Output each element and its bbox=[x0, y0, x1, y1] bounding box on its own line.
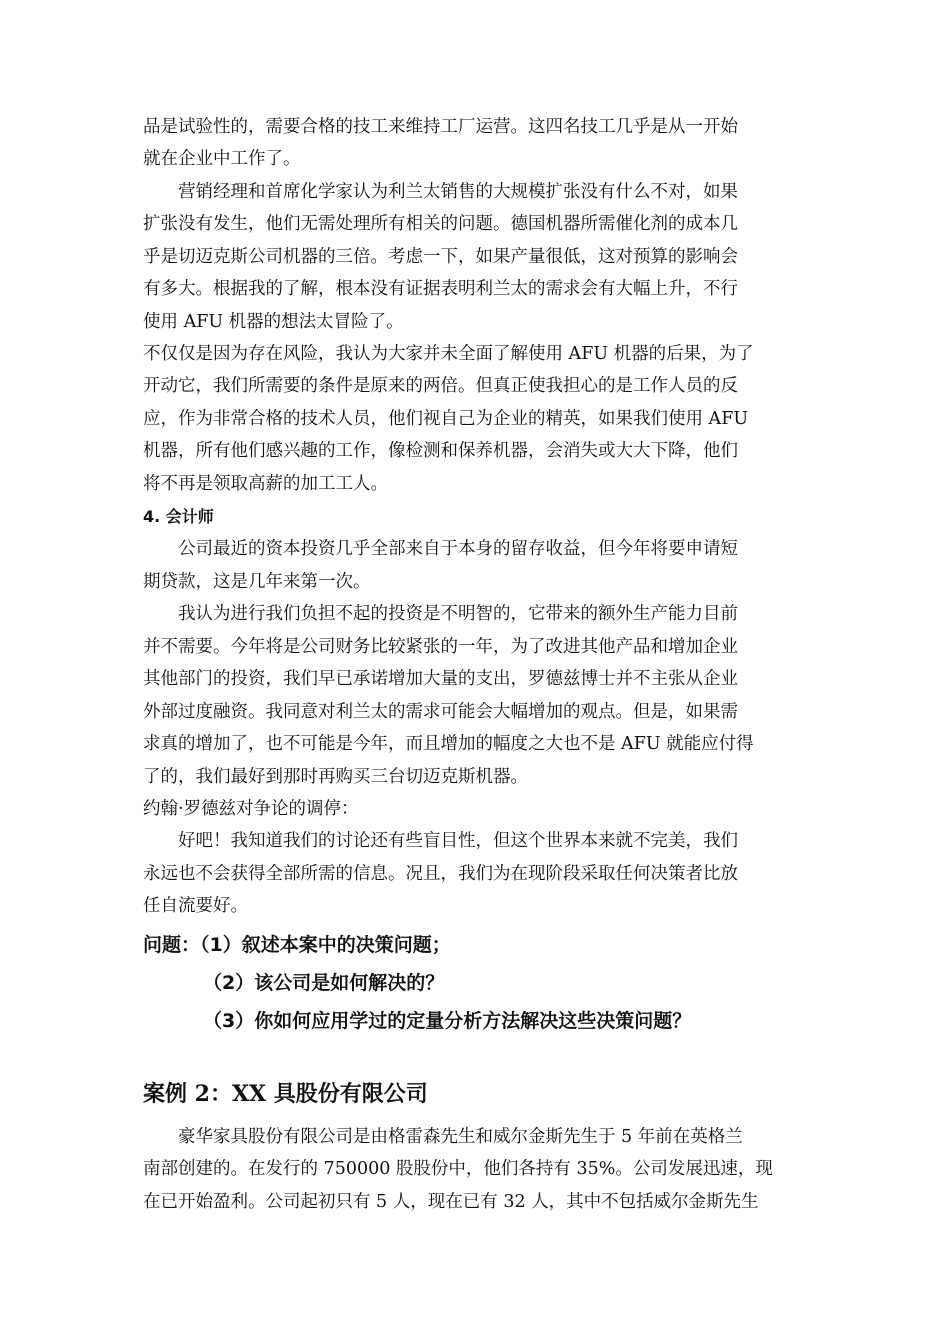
text-line: 外部过度融资。我同意对利兰太的需求可能会大幅增加的观点。但是，如果需 bbox=[143, 702, 738, 722]
text-line: 不仅仅是因为存在风险，我认为大家并未全面了解使用 AFU 机器的后果，为了 bbox=[143, 344, 754, 364]
text-line: 永远也不会获得全部所需的信息。况且，我们为在现阶段采取任何决策者比放 bbox=[143, 864, 738, 884]
text-line: 求真的增加了，也不可能是今年，而且增加的幅度之大也不是 AFU 就能应付得 bbox=[143, 734, 754, 754]
text-line: 好吧！我知道我们的讨论还有些盲目性，但这个世界本来就不完美，我们 bbox=[178, 831, 738, 851]
question-heading: 问题：（1）叙述本案中的决策问题； bbox=[143, 934, 451, 956]
text-line: 品是试验性的，需要合格的技工来维持工厂运营。这四名技工几乎是从一开始 bbox=[143, 117, 738, 137]
text-line: 我认为进行我们负担不起的投资是不明智的，它带来的额外生产能力目前 bbox=[178, 604, 738, 624]
text-line: 将不再是领取高薪的加工工人。 bbox=[143, 474, 388, 494]
text-line: 了的，我们最好到那时再购买三台切迈克斯机器。 bbox=[143, 767, 528, 787]
text-line: 就在企业中工作了。 bbox=[143, 149, 301, 169]
text-line: 并不需要。今年将是公司财务比较紧张的一年，为了改进其他产品和增加企业 bbox=[143, 637, 738, 657]
text-line: 在已开始盈利。公司起初只有 5 人，现在已有 32 人，其中不包括威尔金斯先生 bbox=[143, 1192, 759, 1212]
text-line: 公司最近的资本投资几乎全部来自于本身的留存收益，但今年将要申请短 bbox=[178, 539, 738, 559]
section-heading: 4. 会计师 bbox=[143, 507, 214, 526]
text-line: 机器，所有他们感兴趣的工作，像检测和保养机器，会消失或大大下降，他们 bbox=[143, 441, 738, 461]
question-item: （2）该公司是如何解决的？ bbox=[203, 972, 445, 994]
text-line: 约翰·罗德兹对争论的调停： bbox=[143, 799, 359, 819]
text-line: 乎是切迈克斯公司机器的三倍。考虑一下，如果产量很低，这对预算的影响会 bbox=[143, 247, 738, 267]
text-line: 期贷款，这是几年来第一次。 bbox=[143, 572, 371, 592]
text-line: 南部创建的。在发行的 750000 股股份中，他们各持有 35%。公司发展迅速，现 bbox=[143, 1159, 773, 1179]
text-line: 营销经理和首席化学家认为利兰太销售的大规模扩张没有什么不对，如果 bbox=[178, 182, 738, 202]
text-line: 开动它，我们所需要的条件是原来的两倍。但真正使我担心的是工作人员的反 bbox=[143, 376, 738, 396]
question-item: （3）你如何应用学过的定量分析方法解决这些决策问题？ bbox=[203, 1010, 692, 1032]
text-line: 其他部门的投资，我们早已承诺增加大量的支出，罗德兹博士并不主张从企业 bbox=[143, 669, 738, 689]
text-line: 扩张没有发生，他们无需处理所有相关的问题。德国机器所需催化剂的成本几 bbox=[143, 214, 738, 234]
text-line: 有多大。根据我的了解，根本没有证据表明利兰太的需求会有大幅上升，不行 bbox=[143, 279, 738, 299]
case-title: 案例 2：XX 具股份有限公司 bbox=[143, 1081, 428, 1107]
text-line: 使用 AFU 机器的想法太冒险了。 bbox=[143, 312, 404, 332]
text-line: 应，作为非常合格的技术人员，他们视自己为企业的精英，如果我们使用 AFU bbox=[143, 409, 749, 429]
text-line: 任自流要好。 bbox=[143, 896, 248, 916]
text-line: 豪华家具股份有限公司是由格雷森先生和威尔金斯先生于 5 年前在英格兰 bbox=[178, 1127, 743, 1147]
